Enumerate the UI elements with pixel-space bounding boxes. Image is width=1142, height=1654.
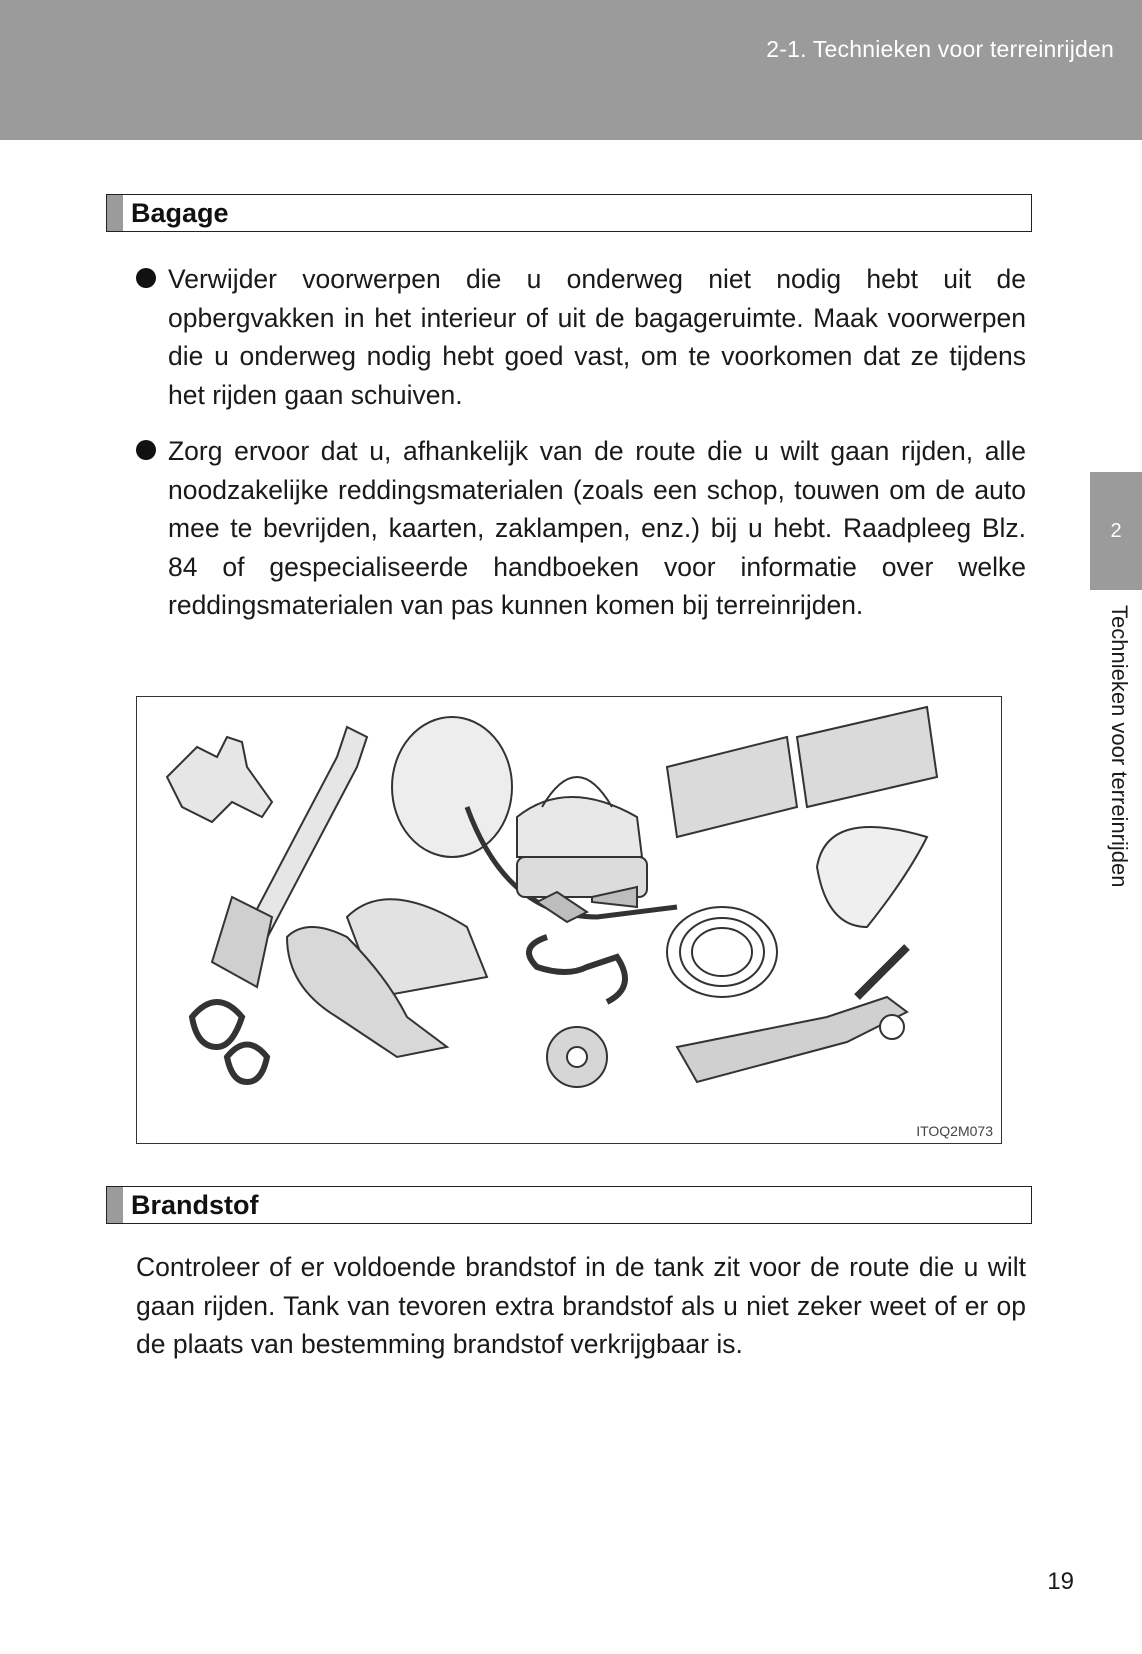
hook-icon (529, 937, 625, 1002)
bullet-dot-icon (136, 268, 156, 288)
bullet-text: Verwijder voorwerpen die u onderweg niet nodig hebt uit de opbergvakken in het interieur of uit de bagageruimte. Maak voorwerpen die u onderweg nodig hebt goed vast, om te voorkomen dat ze tijdens het rijden gaan schuiven. (168, 264, 1026, 410)
bullet-item (136, 432, 1026, 625)
tarp-bag-icon (392, 717, 512, 857)
winch-cable-icon (667, 907, 777, 997)
chapter-tab (1090, 472, 1142, 590)
heading-bar (107, 195, 123, 231)
tow-strap-icon (817, 827, 927, 927)
come-along-icon (677, 997, 907, 1082)
bullet-item (136, 260, 1026, 414)
bullet-text: Zorg ervoor dat u, afhankelijk van de route die u wilt gaan rijden, alle noodzakelijke reddingsmaterialen (zoals een schop, touwen om de auto mee te bevrijden, kaarten, zaklampen, enz.) bij u hebt. Raadpleeg Blz. 84 of gespecialiseerde handboeken voor informatie over welke reddingsmaterialen van pas kunnen komen bij terreinrijden. (168, 436, 1026, 620)
shackle-icon (192, 1002, 242, 1047)
figure-code: ITOQ2M073 (916, 1123, 993, 1139)
equipment-drawing (137, 697, 1000, 1142)
chapter-number: 2 (1110, 519, 1122, 542)
chapter-title: 2-1. Technieken voor terreinrijden (766, 36, 1114, 62)
page-number: 19 (1047, 1568, 1074, 1595)
bullet-dot-icon (136, 440, 156, 460)
traction-boards-icon (667, 737, 797, 837)
section-title: Bagage (131, 198, 229, 228)
section-title: Brandstof (131, 1190, 259, 1220)
heading-bar (107, 1187, 123, 1223)
brandstof-paragraph: Controleer of er voldoende brandstof in de tank zit voor de route die u wilt gaan rijden. Tank van tevoren extra brandstof als u niet zeker weet of er op de plaats van bestemming brandstof verkrijgbaar is. (136, 1252, 1026, 1359)
page-header (0, 0, 1142, 140)
gloves-icon (167, 737, 272, 822)
equipment-illustration (136, 696, 1002, 1144)
duffel-bag-icon (517, 797, 642, 857)
chapter-side-label: Technieken voor terreinrijden (1107, 605, 1132, 888)
section-heading-brandstof (106, 1186, 1032, 1224)
section-heading-bagage (106, 194, 1032, 232)
